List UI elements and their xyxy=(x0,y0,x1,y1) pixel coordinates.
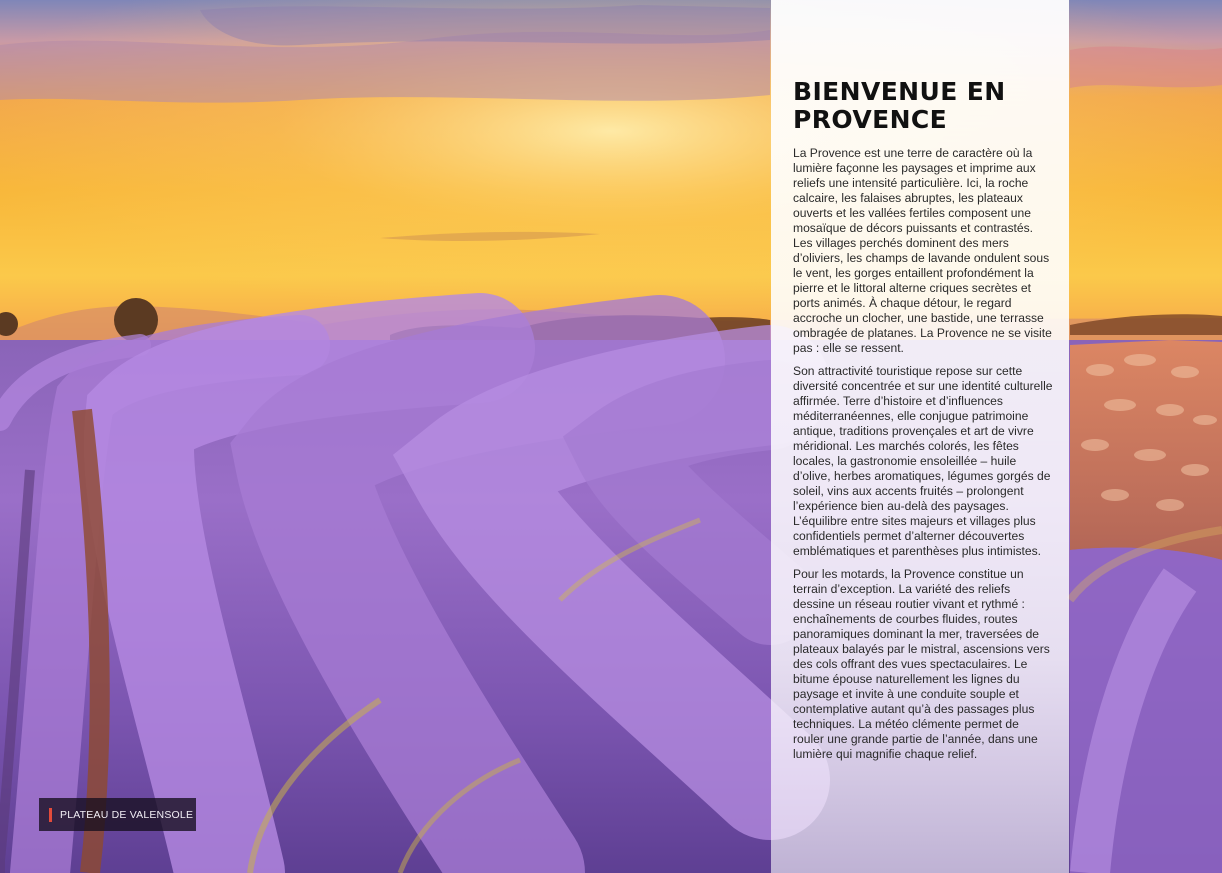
article xyxy=(793,78,1053,770)
article-paragraph-1: La Provence est une terre de caractère où la lumière façonne les paysages et imprime aux reliefs une intensité particulière. Ici, la roche calcaire, les falaises abruptes, les plateaux ouverts et les vallées fertiles composent une mosaïque de décors puissants et contrastés. Les villages perchés dominent des mers d’oliviers, les champs de lavande ondulent sous le vent, les gorges entaillent profondément la pierre et le littoral alterne criques secrètes et ports animés. À chaque détour, le regard accroche un clocher, une bastide, une terrasse ombragée de platanes. La Provence ne se visite pas : elle se ressent. xyxy=(793,146,1052,355)
article-paragraph-2: Son attractivité touristique repose sur cette diversité concentrée et sur une identité culturelle affirmée. Terre d’histoire et d’influences méditerranéennes, elle conjugue patrimoine antique, traditions provençales et art de vivre méridional. Les marchés colorés, les fêtes locales, la gastronomie ensoleillée – huile d’olive, herbes aromatiques, légumes gorgés de soleil, vins aux accents fruités – prolongent l’expérience bien au-delà des paysages. L’équilibre entre sites majeurs et villages plus confidentiels permet d’alterner découvertes emblématiques et parenthèses plus intimistes. xyxy=(793,364,1053,558)
caption-text: PLATEAU DE VALENSOLE xyxy=(60,808,194,821)
text-panel xyxy=(771,0,1069,873)
article-paragraph-3: Pour les motards, la Provence constitue un terrain d’exception. La variété des reliefs dessine un réseau routier vivant et rythmé : enchaînements de courbes fluides, routes panoramiques dominant la mer, traversées de plateaux balayés par le mistral, ascensions vers des cols offrant des vues spectaculaires. Le bitume épouse naturellement les lignes du paysage et invite à une conduite souple et contemplative autant qu’à des passages plus techniques. La météo clémente permet de rouler une grande partie de l’année, dans une lumière qui magnifie chaque relief. xyxy=(793,567,1050,761)
article-title: BIENVENUE EN PROVENCE xyxy=(793,77,1006,134)
photo-caption xyxy=(39,798,196,831)
caption-accent-bar xyxy=(49,808,52,822)
